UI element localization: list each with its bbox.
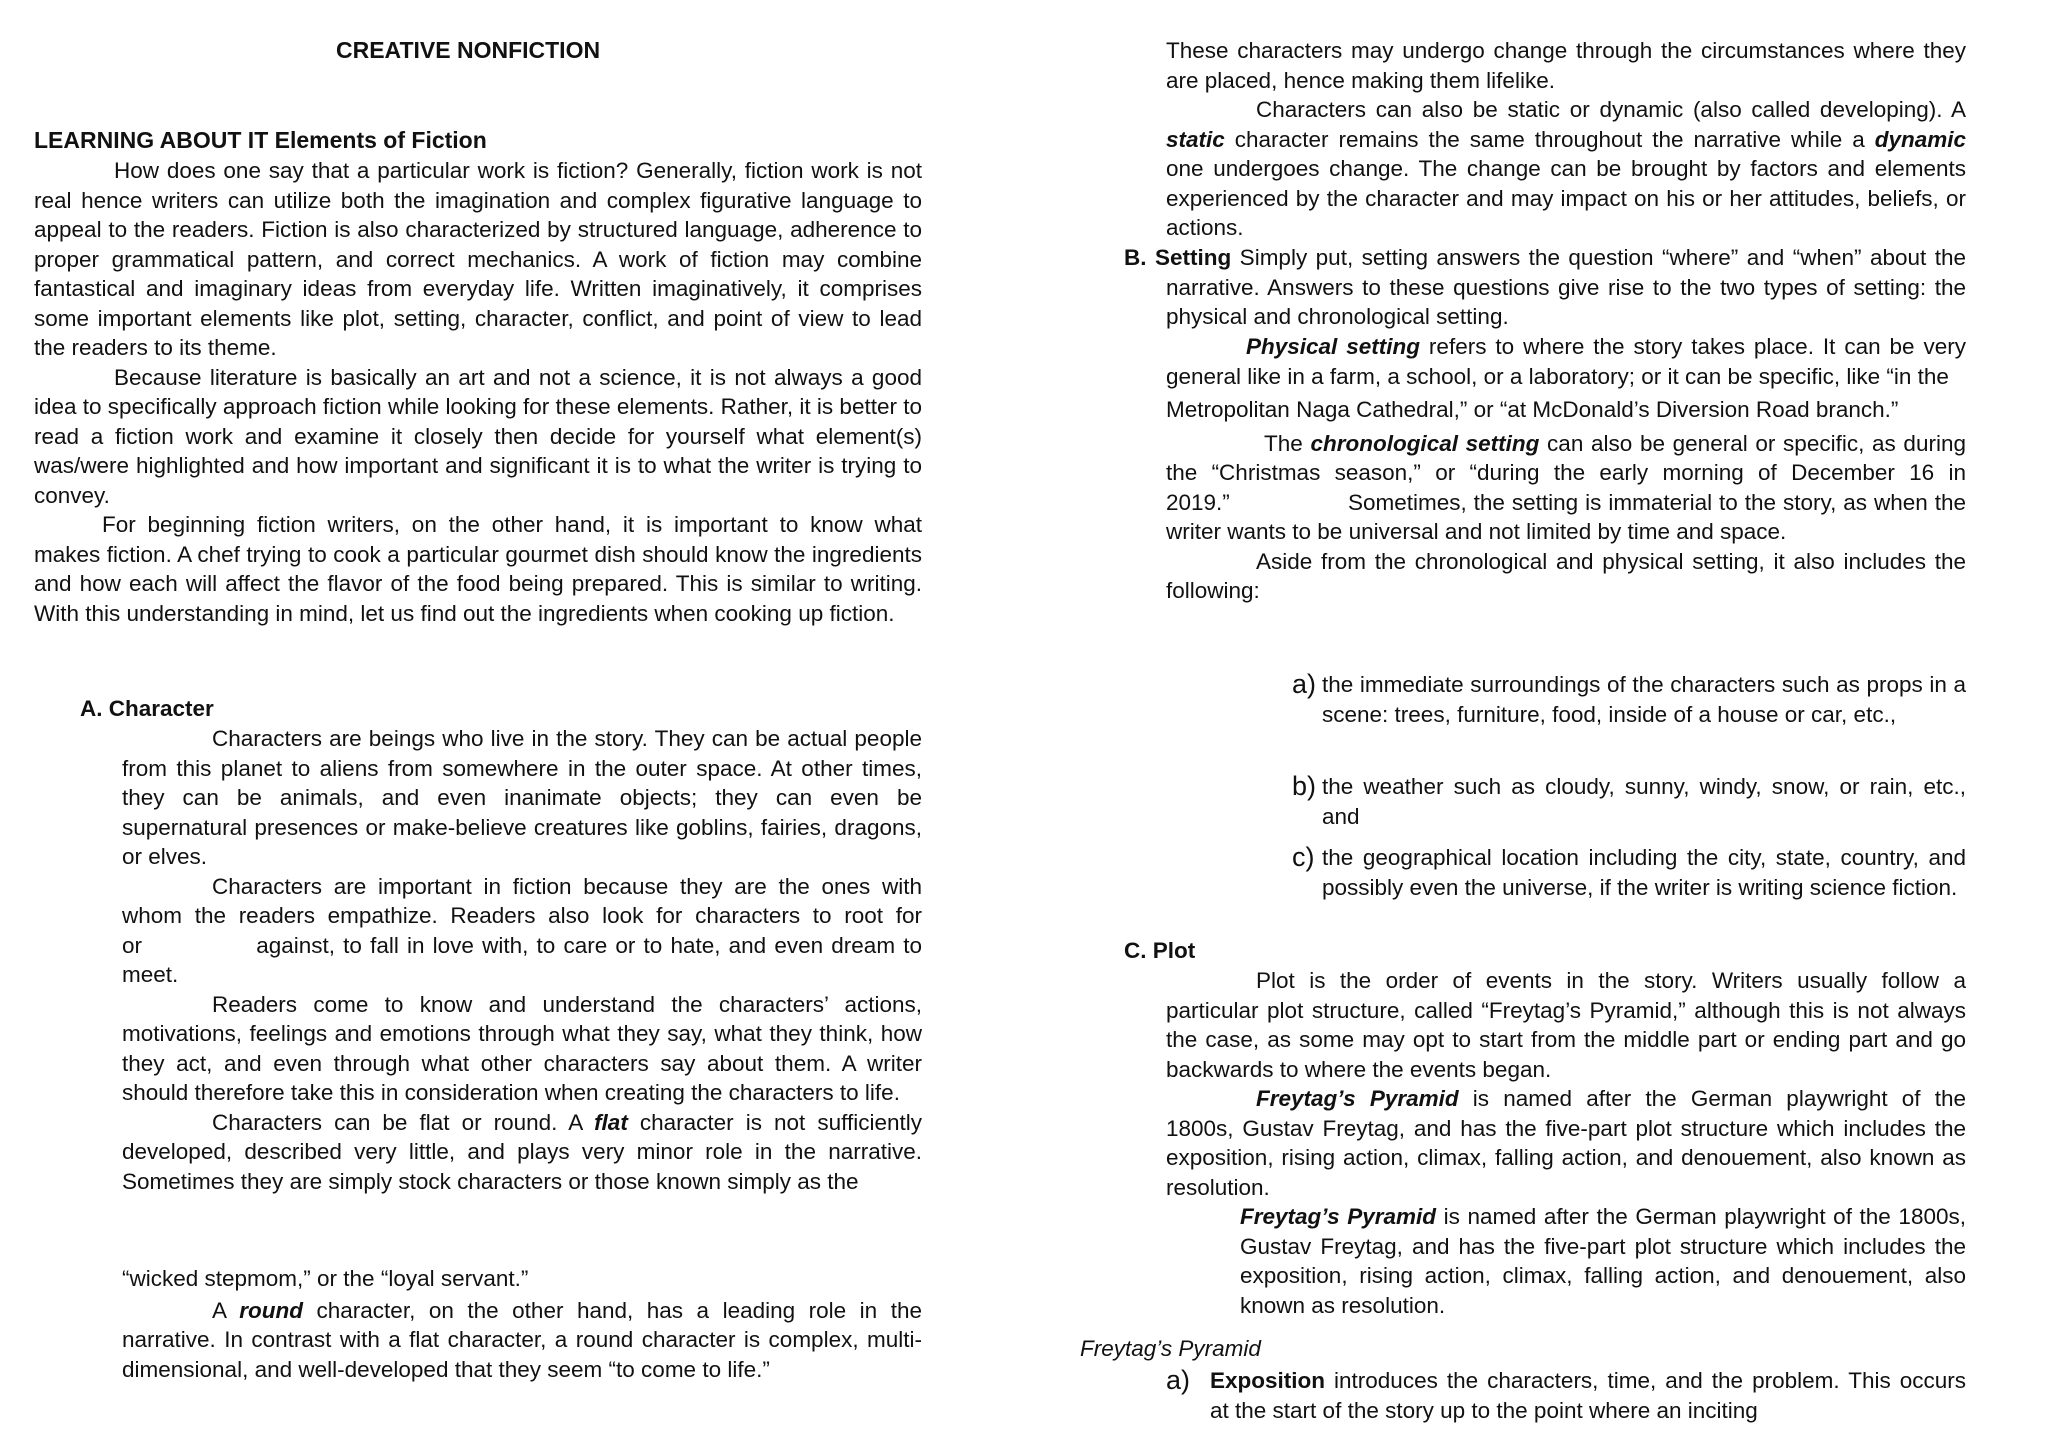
paragraph: Characters can also be static or dynamic (also called developing). A static character remains the same throughout the narrative while a dynamic one undergoes change. The change can be brought by factors and elements experienced by the character and may impact on his or her attitudes, beliefs, or actions. (1166, 97, 1966, 240)
paragraph: Because literature is basically an art and not a science, it is not always a good idea to specifically approach fiction while looking for these elements. Rather, it is better to read a fiction work and examine it closely then decide for yourself what element(s) was/were highlighted and how important and significant it is to what the writer is trying to convey. (34, 364, 922, 508)
section-a-heading: A. Character (80, 696, 214, 721)
paragraph: How does one say that a particular work is fiction? Generally, fiction work is not real hence writers can utilize both the imagination and complex figurative language to appeal to the readers. Fiction is also characterized by structured language, adherence to proper grammatical pattern, and correct mechanics. A work of fiction may combine fantastical and imaginary ideas from everyday life. Written imaginatively, it comprises some important elements like plot, setting, character, conflict, and point of view to lead the readers to its theme. (34, 158, 922, 360)
paragraph: B. Setting Simply put, setting answers the question “where” and “when” about the narrative. Answers to these questions give rise to the two types of setting: the physical and chronological setting. (1124, 245, 1966, 329)
list-item: a) Exposition introduces the characters, time, and the problem. This occurs at the start of the story up to the point where an inciting (1166, 1365, 1966, 1423)
list-item: c) the geographical location including the city, state, country, and possibly even the universe, if the writer is writing science fiction. (1292, 842, 1966, 900)
paragraph: Metropolitan Naga Cathedral,” or “at McDonald’s Diversion Road branch.” (1166, 397, 1899, 422)
list-item: b) the weather such as cloudy, sunny, windy, snow, or rain, etc., and (1292, 771, 1966, 829)
section-c-heading: C. Plot (1124, 938, 1196, 963)
plot-section-repeat (1240, 1202, 1966, 1320)
character-section (122, 724, 922, 1196)
paragraph: Characters are beings who live in the story. They can be actual people from this planet to aliens from somewhere in the outer space. At other times, they can be animals, and even inanimate objects; they can even be supernatural presences or make-believe creatures like goblins, fairies, dragons, or elves. (122, 726, 922, 869)
paragraph: Readers come to know and understand the characters’ actions, motivations, feelings and emotions through what they say, what they think, how they act, and even through what other characters say about them. A writer should therefore take this in consideration when creating the characters to life. (122, 991, 922, 1105)
section-heading: LEARNING ABOUT IT Elements of Fiction (34, 127, 487, 153)
paragraph: Freytag’s Pyramid is named after the German playwright of the 1800s, Gustav Freytag, and has the five-part plot structure which includes the exposition, rising action, climax, falling action, and denouement, also known as resolution. (1240, 1204, 1966, 1318)
paragraph: Aside from the chronological and physical setting, it also includes the following: (1166, 548, 1966, 603)
paragraph: These characters may undergo change through the circumstances where they are placed, hence making them lifelike. (1166, 38, 1966, 93)
character-section-cont (122, 1264, 922, 1384)
paragraph: For beginning fiction writers, on the other hand, it is important to know what makes fiction. A chef trying to cook a particular gourmet dish should know the ingredients and how each will affect the flavor of the food being prepared. This is similar to writing. With this understanding in mind, let us find out the ingredients when cooking up fiction. (34, 512, 922, 626)
paragraph: Characters can be flat or round. A flat character is not sufficiently developed, described very little, and plays very minor role in the narrative. Sometimes they are simply stock characters or those known simply as the (122, 1109, 922, 1194)
paragraph: “wicked stepmom,” or the “loyal servant.” (122, 1266, 529, 1291)
list-item: a) the immediate surroundings of the characters such as props in a scene: trees, furniture, food, inside of a house or car, etc., (1292, 669, 1966, 727)
character-continued (1166, 36, 1966, 243)
paragraph: Characters are important in fiction because they are the ones with whom the readers empathize. Readers also look for characters to root for or against, to fall in love with, to care or to hate, and even dream to meet. (122, 873, 922, 987)
paragraph: Plot is the order of events in the story. Writers usually follow a particular plot structure, called “Freytag’s Pyramid,” although this is not always the case, as some may opt to start from the middle part or ending part and go backwards to where the events began. (1166, 968, 1966, 1082)
page-title: CREATIVE NONFICTION (336, 37, 601, 63)
plot-section (1166, 966, 1966, 1202)
paragraph: A round character, on the other hand, has a leading role in the narrative. In contrast with a flat character, a round character is complex, multi-dimensional, and well-developed that they seem “to come to life.” (122, 1297, 922, 1382)
intro-text (34, 156, 922, 628)
setting-details (1166, 332, 1966, 606)
paragraph: The chronological setting can also be general or specific, as during the “Christmas season,” or “during the early morning of December 16 in 2019.” Sometimes, the setting is immaterial to the story, as when the writer wants to be universal and not limited by time and space. (1166, 430, 1966, 544)
setting-section (1124, 243, 1966, 332)
figure-caption: Freytag’s Pyramid (1080, 1336, 1261, 1361)
paragraph: Freytag’s Pyramid is named after the German playwright of the 1800s, Gustav Freytag, and has the five-part plot structure which includes the exposition, rising action, climax, falling action, and denouement, also known as resolution. (1166, 1086, 1966, 1200)
section-b-heading: B. Setting (1124, 245, 1232, 270)
paragraph: Physical setting refers to where the story takes place. It can be very general like in a farm, a school, or a laboratory; or it can be specific, like “in the (1166, 334, 1966, 389)
